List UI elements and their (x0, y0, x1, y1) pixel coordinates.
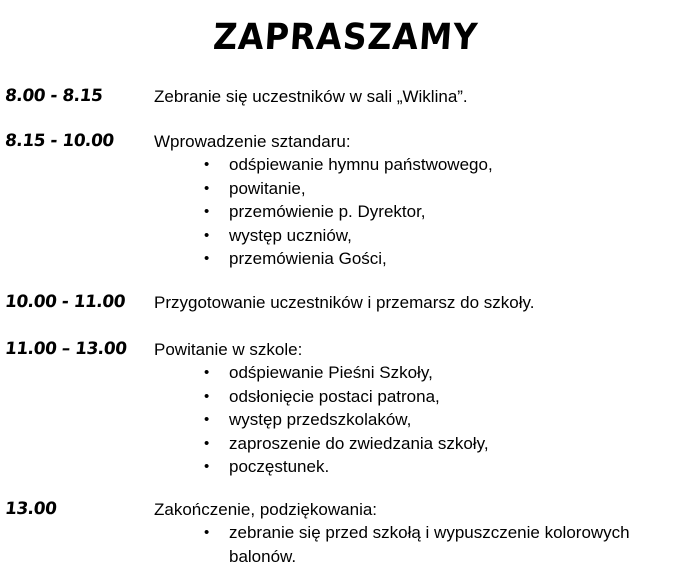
bullet-icon: • (204, 364, 210, 381)
schedule-time: 10.00 - 11.00 (4, 292, 127, 312)
list-item (204, 432, 684, 456)
list-item-text: powitanie, (229, 178, 306, 198)
list-item (204, 177, 684, 201)
schedule-item-list (204, 361, 684, 479)
schedule-item-list (204, 521, 684, 568)
schedule-heading: Wprowadzenie sztandaru: (154, 132, 351, 151)
list-item (204, 521, 684, 568)
schedule-heading: Zebranie się uczestników w sali „Wiklina”. (154, 87, 468, 106)
list-item-text: poczęstunek. (229, 457, 330, 476)
bullet-icon: • (204, 156, 210, 173)
list-item (204, 385, 684, 409)
schedule-time: 13.00 (4, 499, 58, 519)
bullet-icon: • (204, 250, 210, 267)
schedule-heading: Zakończenie, podziękowania: (154, 500, 378, 519)
bullet-icon: • (204, 179, 210, 197)
list-item (204, 455, 684, 479)
list-item-text: występ przedszkolaków, (229, 410, 412, 429)
list-item-text: przemówienie p. Dyrektor, (229, 202, 426, 221)
bullet-icon: • (204, 524, 210, 541)
page-title: ZAPRASZAMY (211, 17, 480, 58)
list-item (204, 200, 684, 224)
list-item (204, 247, 684, 271)
schedule-time: 11.00 – 13.00 (4, 339, 128, 359)
list-item-text: zaproszenie do zwiedzania szkoły, (229, 433, 489, 453)
schedule-item-list (204, 153, 684, 271)
bullet-icon: • (204, 434, 210, 452)
list-item (204, 408, 684, 432)
bullet-icon: • (204, 226, 210, 244)
list-item-text: przemówienia Gości, (229, 249, 387, 268)
schedule-heading: Przygotowanie uczestników i przemarsz do szkoły. (154, 293, 535, 312)
bullet-icon: • (204, 203, 210, 220)
list-item-text: odśpiewanie hymnu państwowego, (229, 155, 493, 174)
schedule-time: 8.00 - 8.15 (4, 86, 104, 106)
list-item-text: odsłonięcie postaci patrona, (229, 386, 440, 406)
schedule-time: 8.15 - 10.00 (4, 131, 115, 151)
bullet-icon: • (204, 458, 210, 475)
list-item (204, 224, 684, 248)
list-item (204, 153, 684, 177)
bullet-icon: • (204, 411, 210, 428)
list-item (204, 361, 684, 385)
bullet-icon: • (204, 387, 210, 405)
list-item-text: odśpiewanie Pieśni Szkoły, (229, 363, 433, 382)
schedule-heading: Powitanie w szkole: (154, 340, 303, 359)
list-item-text: występ uczniów, (229, 225, 352, 245)
list-item-text: zebranie się przed szkołą i wypuszczenie kolorowych balonów. (229, 523, 630, 566)
